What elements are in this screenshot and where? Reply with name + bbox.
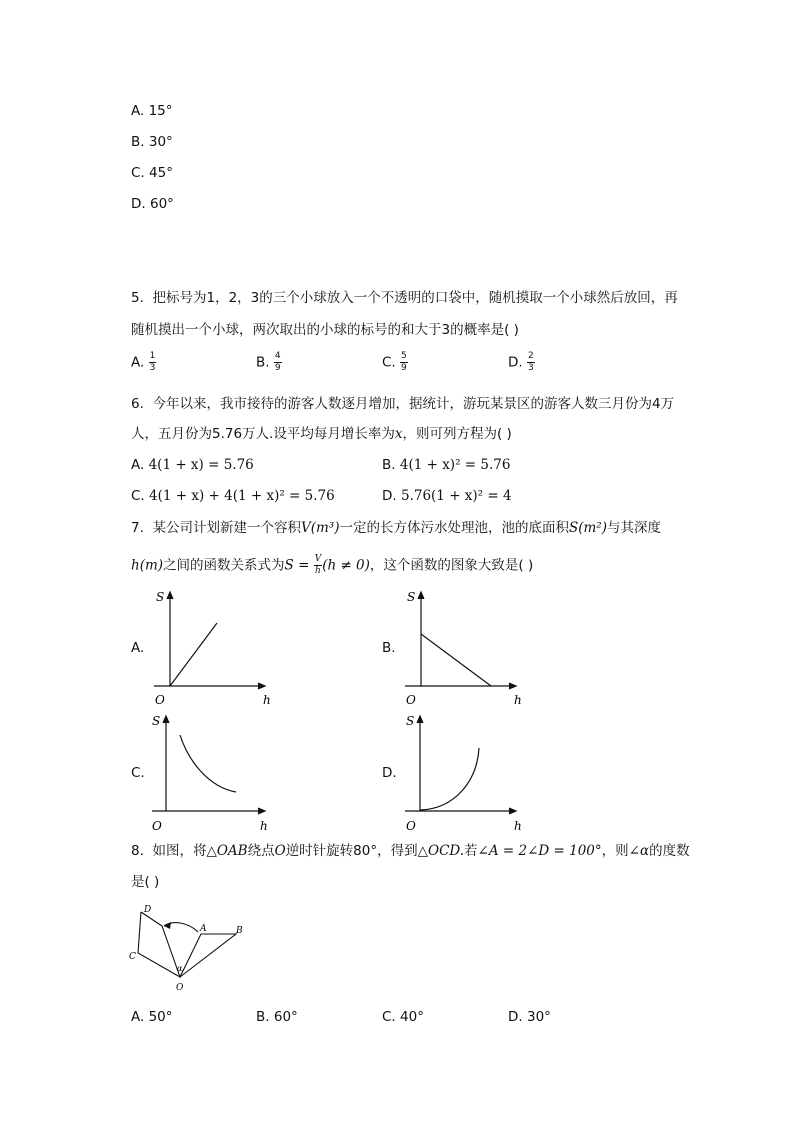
x-axis-label: h xyxy=(263,693,271,707)
q6-line-2: 人，五月份为5.76万人.设平均每月增长率为x，则可列方程为( ) xyxy=(131,426,512,442)
q8-option-b[interactable]: B. 60° xyxy=(256,1009,298,1025)
label-D: D xyxy=(144,905,152,915)
q8-option-a[interactable]: A. 50° xyxy=(131,1009,173,1025)
fraction: $\frac{5}{9}$ xyxy=(401,351,407,373)
q8-option-d[interactable]: D. 30° xyxy=(508,1009,551,1025)
q8-line-1: 8. 如图，将△OAB绕点O逆时针旋转80°，得到△OCD.若∠A = 2∠D = 100°，则∠α的度数 xyxy=(131,843,690,859)
q7-option-d-label[interactable]: D. xyxy=(382,765,397,781)
q8-line-2: 是( ) xyxy=(131,874,160,890)
q7-graph-b[interactable] xyxy=(399,588,524,710)
q5-line-2: 随机摸出一个小球，两次取出的小球的标号的和大于3的概率是( ) xyxy=(131,322,519,338)
label-O: O xyxy=(176,983,184,993)
x-axis-label: h xyxy=(514,693,522,707)
q7-option-b-label[interactable]: B. xyxy=(382,640,396,656)
q5-number: 5. xyxy=(131,290,144,306)
y-axis-label: S xyxy=(152,714,161,728)
label-C: C xyxy=(129,952,136,962)
q4-option-c[interactable]: C. 45° xyxy=(131,165,173,181)
q6-option-a[interactable]: A. 4(1 + x) = 5.76 xyxy=(131,457,254,473)
q7-graph-c[interactable] xyxy=(148,712,273,836)
q7-option-a-label[interactable]: A. xyxy=(131,640,145,656)
y-axis-label: S xyxy=(407,590,416,604)
origin-label: O xyxy=(406,819,416,833)
q5-option-d[interactable]: D. $\frac{2}{3}$ xyxy=(508,351,534,373)
fraction: $\frac{4}{9}$ xyxy=(274,351,281,373)
q6-option-d[interactable]: D. 5.76(1 + x)² = 4 xyxy=(382,488,512,504)
q6-number: 6. xyxy=(131,396,144,412)
y-axis-label: S xyxy=(406,714,415,728)
q6-option-c[interactable]: C. 4(1 + x) + 4(1 + x)² = 5.76 xyxy=(131,488,335,504)
fraction: $\frac{1}{3}$ xyxy=(149,351,156,373)
x-axis-label: h xyxy=(514,819,522,833)
label-A: A xyxy=(200,924,207,934)
q5-option-c[interactable]: C. $\frac{5}{9}$ xyxy=(382,351,407,373)
q7-line-1: 7. 某公司计划新建一个容积V(m³)一定的长方体污水处理池，池的底面积S(m²)与其深度 xyxy=(131,520,661,536)
origin-label: O xyxy=(155,693,165,707)
fraction: $\frac{2}{3}$ xyxy=(527,351,534,373)
q8-number: 8. xyxy=(131,843,144,859)
q4-option-b[interactable]: B. 30° xyxy=(131,134,173,150)
fraction: $\frac{V}{h}$ xyxy=(314,554,322,576)
origin-label: O xyxy=(406,693,416,707)
q7-line-2: h(m)之间的函数关系式为S = $\frac{V}{h}$ (h ≠ 0)，这个函数的图象大致是( ) xyxy=(131,554,534,576)
label-alpha: α xyxy=(177,964,183,973)
q4-option-d[interactable]: D. 60° xyxy=(131,196,174,212)
q8-option-c[interactable]: C. 40° xyxy=(382,1009,424,1025)
q4-option-a[interactable]: A. 15° xyxy=(131,103,173,119)
q7-graph-a[interactable] xyxy=(148,588,273,710)
label-B: B xyxy=(236,926,243,936)
q6-option-b[interactable]: B. 4(1 + x)² = 5.76 xyxy=(382,457,511,473)
q7-number: 7. xyxy=(131,520,144,536)
y-axis-label: S xyxy=(156,590,165,604)
q6-line-1: 6. 今年以来，我市接待的游客人数逐月增加，据统计，游玩某景区的游客人数三月份为4万 xyxy=(131,396,675,412)
q5-line-1: 5. 把标号为1，2，3的三个小球放入一个不透明的口袋中，随机摸取一个小球然后放回，再 xyxy=(131,290,678,306)
q7-graph-d[interactable] xyxy=(399,712,524,836)
q7-option-c-label[interactable]: C. xyxy=(131,765,145,781)
origin-label: O xyxy=(152,819,162,833)
q8-figure xyxy=(124,900,249,996)
q5-option-b[interactable]: B. $\frac{4}{9}$ xyxy=(256,351,281,373)
q5-option-a[interactable]: A. $\frac{1}{3}$ xyxy=(131,351,156,373)
x-axis-label: h xyxy=(260,819,268,833)
